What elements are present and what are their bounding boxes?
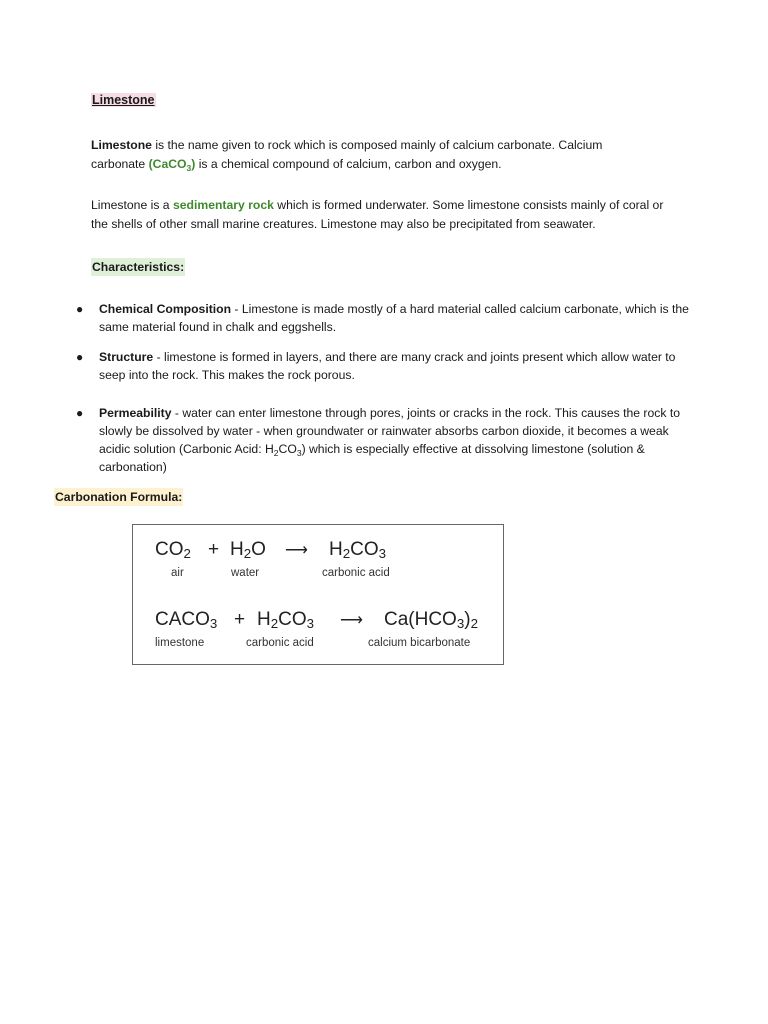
- sedimentary-highlight: sedimentary rock: [172, 198, 274, 212]
- intro-text-b: is a chemical compound of calcium, carbon and oxygen.: [195, 157, 502, 171]
- characteristic-text-end: ) which is especially effective at dissolving limestone (solution & carbonation): [99, 442, 645, 474]
- bullet-icon: ●: [76, 302, 84, 316]
- plus-sign: +: [234, 609, 246, 630]
- h2co3-formula: $H_2CO_3$: [329, 539, 387, 561]
- label-water: water: [231, 567, 260, 579]
- co2-formula: $CO_2$: [155, 539, 191, 561]
- co-text: CO: [278, 442, 297, 456]
- list-item: [76, 348, 696, 384]
- carbonation-formula-image: [132, 524, 504, 665]
- characteristic-text: - limestone is formed in layers, and there are many crack and joints present which allow water to seep into the rock. This makes the rock porous.: [99, 350, 676, 382]
- characteristic-term: Structure: [99, 350, 154, 364]
- caco3-bicarbonate-formula: $Ca(HCO_3)_2$: [384, 609, 478, 631]
- caco3-open: (CaCO: [148, 157, 187, 171]
- h2co3-formula-2: $H_2CO_3$: [257, 609, 315, 631]
- co3-sub: 3: [296, 448, 302, 458]
- label-calcium-bicarbonate: calcium bicarbonate: [368, 637, 471, 649]
- h2o-formula: $H_2O$: [230, 539, 266, 561]
- label-air: air: [171, 567, 184, 579]
- caco3-formula: [149, 157, 196, 171]
- label-carbonic-acid-2: carbonic acid: [246, 637, 314, 649]
- carbonation-heading: Carbonation Formula:: [55, 490, 183, 504]
- label-limestone: limestone: [155, 637, 205, 649]
- intro-text-a: is the name given to rock which is composed mainly of calcium carbonate. Calcium carbonate: [91, 138, 603, 171]
- page-title: Limestone: [92, 93, 155, 107]
- h2-sub: 2: [273, 448, 279, 458]
- characteristics-list: [76, 300, 696, 476]
- arrow-icon: ⟶: [285, 542, 308, 559]
- arrow-icon: ⟶: [340, 612, 363, 629]
- characteristic-term: Permeability: [99, 406, 172, 420]
- label-carbonic-acid: carbonic acid: [322, 567, 390, 579]
- characteristics-heading: Characteristics:: [92, 260, 185, 274]
- bullet-icon: ●: [76, 406, 84, 420]
- sed-text-a: Limestone is a: [91, 198, 173, 212]
- characteristic-text: - Limestone is made mostly of a hard material called calcium carbonate, which is the same material found in chalk and eggshells.: [99, 302, 689, 334]
- caco3-formula-2: $CACO_3$: [155, 609, 218, 631]
- characteristic-term: Chemical Composition: [99, 302, 232, 316]
- list-item: [76, 300, 696, 336]
- characteristic-text: - water can enter limestone through pores, joints or cracks in the rock. This causes the rock to slowly be dissolved by water - when groundwater or rainwater absorbs carbon dioxide, it becomes a weak acidic solution (Carbonic Acid: H: [99, 406, 680, 456]
- bullet-icon: ●: [76, 350, 84, 364]
- caco3-sub: 3: [186, 163, 192, 173]
- list-item: [76, 404, 696, 476]
- sedimentary-paragraph: [91, 196, 681, 234]
- sed-text-b: which is formed underwater. Some limestone consists mainly of coral or the shells of other small marine creatures. Limestone may also be precipitated from seawater.: [91, 198, 664, 231]
- plus-sign: +: [208, 539, 220, 560]
- intro-paragraph: [91, 136, 651, 174]
- intro-bold-term: Limestone: [91, 138, 152, 152]
- caco3-close: ): [191, 157, 196, 171]
